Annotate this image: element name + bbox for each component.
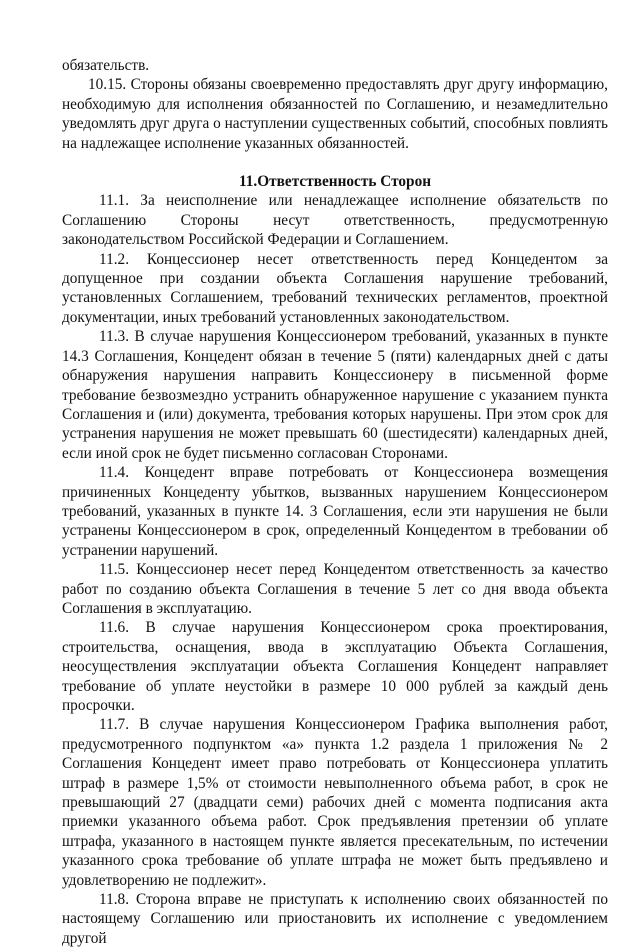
paragraph-11-3: 11.3. В случае нарушения Концессионером требований, указанных в пункте 14.3 Соглашения, Концедент обязан в течение 5 (пяти) календарных дней с даты обнаружения нарушения направить Концессионеру в письменной форме требование безвозмездно устранить обнаруженное нарушение с указанием пункта Соглашения и (или) документа, требования которых нарушены. При этом срок для устранения нарушения не может превышать 60 (шестидесяти) календарных дней, если иной срок не будет письменно согласован Сторонами. [62,328,608,462]
paragraph-10-15: 10.15. Стороны обязаны своевременно предоставлять друг другу информацию, необходимую для исполнения обязанностей по Соглашению, и незамедлительно уведомлять друг друга о наступлении существенных событий, способных повлиять на надлежащее исполнение указанных обязанностей. [62,76,608,152]
paragraph-11-6: 11.6. В случае нарушения Концессионером срока проектирования, строительства, оснащения, ввода в эксплуатацию Объекта Соглашения, неосуществления эксплуатации объекта Соглашения Концедент направляет требование об уплате неустойки в размере 10 000 рублей за каждый день просрочки. [62,619,608,714]
document-page [62,56,608,948]
paragraph-11-8: 11.8. Сторона вправе не приступать к исполнению своих обязанностей по настоящему Соглашению или приостановить их исполнение с уведомлением другой [62,891,608,947]
paragraph-continuation: обязательств. [62,57,150,74]
section-heading: 11.Ответственность Сторон [238,173,432,191]
paragraph-11-7: 11.7. В случае нарушения Концессионером Графика выполнения работ, предусмотренного подпунктом «а» пункта 1.2 раздела 1 приложения № 2 Соглашения Концедент имеет право потребовать от Концессионера уплатить штраф в размере 1,5% от стоимости невыполненного объема работ, в срок не превышающий 27 (двадцати семи) рабочих дней с момента подписания акта приемки указанного объема работ. Срок предъявления претензии об уплате штрафа, указанного в настоящем пункте является пресекательным, по истечении указанного срока требование об уплате штрафа не может быть предъявлено и удовлетворению не подлежит». [62,716,608,889]
paragraph-11-5: 11.5. Концессионер несет перед Концедентом ответственность за качество работ по созданию объекта Соглашения в течение 5 лет со дня ввода объекта Соглашения в эксплуатацию. [62,561,608,617]
paragraph-11-2: 11.2. Концессионер несет ответственность перед Концедентом за допущенное при создании объекта Соглашения нарушение требований, установленных Соглашением, требований технических регламентов, проектной документации, иных требований установленных законодательством. [62,250,608,326]
paragraph-11-1: 11.1. За неисполнение или ненадлежащее исполнение обязательств по Соглашению Стороны несут ответственность, предусмотренную законодательством Российской Федерации и Соглашением. [62,192,608,249]
paragraph-11-4: 11.4. Концедент вправе потребовать от Концессионера возмещения причиненных Концеденту убытков, вызванных нарушением Концессионером требований, указанных в пункте 14. 3 Соглашения, если эти нарушения не были устранены Концессионером в срок, определенный Концедентом в требовании об устранении нарушений. [62,464,608,559]
